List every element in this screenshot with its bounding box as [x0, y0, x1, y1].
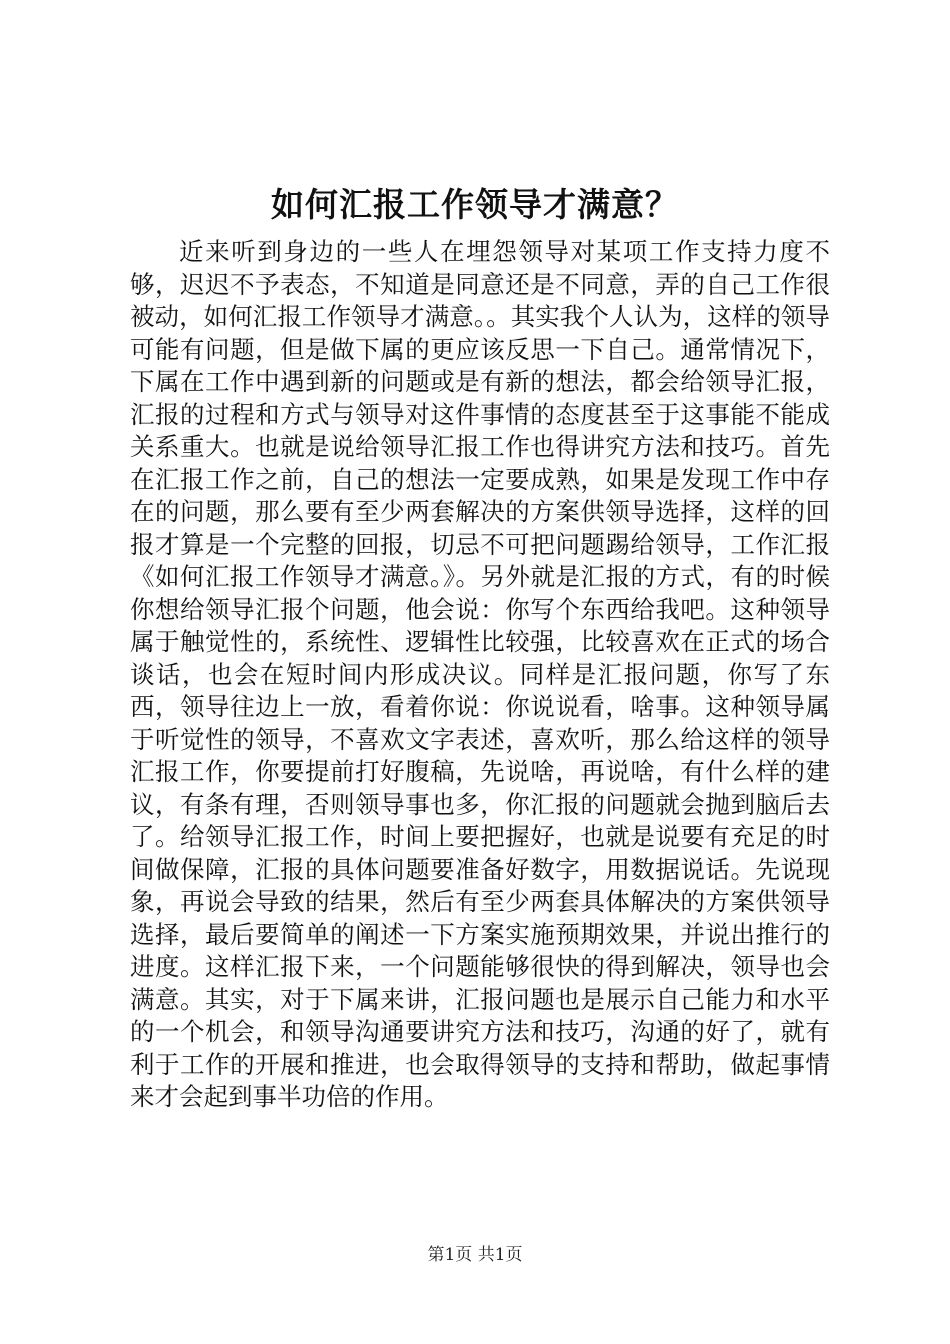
body-paragraph: 近来听到身边的一些人在埋怨领导对某项工作支持力度不够，迟迟不予表态，不知道是同意还是不同意，弄的自己工作很被动，如何汇报工作领导才满意。。其实我个人认为，这样的领导可能有问题，但是做下属的更应该反思一下自己。通常情况下，下属在工作中遇到新的问题或是有新的想法，都会给领导汇报，汇报的过程和方式与领导对这件事情的态度甚至于这事能不能成关系重大。也就是说给领导汇报工作也得讲究方法和技巧。首先在汇报工作之前，自己的想法一定要成熟，如果是发现工作中存在的问题，那么要有至少两套解决的方案供领导选择，这样的回报才算是一个完整的回报，切忌不可把问题踢给领导，工作汇报《如何汇报工作领导才满意。》。另外就是汇报的方式，有的时候你想给领导汇报个问题，他会说：你写个东西给我吧。这种领导属于触觉性的，系统性、逻辑性比较强，比较喜欢在正式的场合谈话，也会在短时间内形成决议。同样是汇报问题，你写了东西，领导往边上一放，看着你说：你说说看，啥事。这种领导属于听觉性的领导，不喜欢文字表述，喜欢听，那么给这样的领导汇报工作，你要提前打好腹稿，先说啥，再说啥，有什么样的建议，有条有理，否则领导事也多，你汇报的问题就会抛到脑后去了。给领导汇报工作，时间上要把握好，也就是说要有充足的时间做保障，汇报的具体问题要准备好数字，用数据说话。先说现象，再说会导致的结果，然后有至少两套具体解决的方案供领导选择，最后要简单的阐述一下方案实施预期效果，并说出推行的进度。这样汇报下来，一个问题能够很快的得到解决，领导也会满意。其实，对于下属来讲，汇报问题也是展示自己能力和水平的一个机会，和领导沟通要讲究方法和技巧，沟通的好了，就有利于工作的开展和推进，也会取得领导的支持和帮助，做起事情来才会起到事半功倍的作用。 [130, 237, 830, 1111]
document-title: 如何汇报工作领导才满意？ [271, 185, 679, 224]
page-footer: 第1页 共1页 [427, 1245, 523, 1265]
